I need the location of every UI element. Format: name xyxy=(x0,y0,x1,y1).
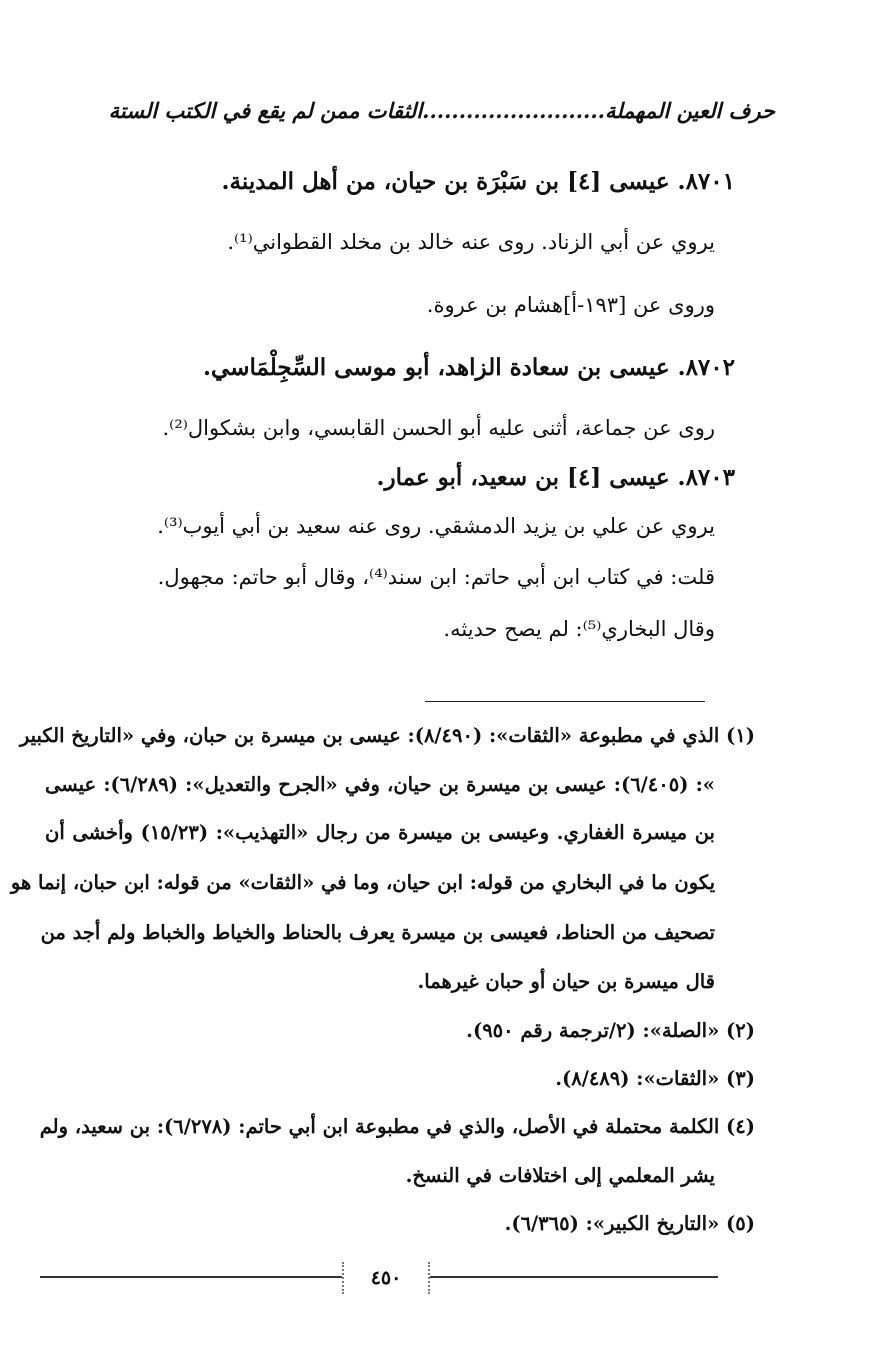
entry-line: روى عن جماعة، أثنى عليه أبو الحسن القابسي، وابن بشكوال⁽²⁾. xyxy=(162,416,715,440)
footnote-line: يشر المعلمي إلى اختلافات في النسخ. xyxy=(405,1164,715,1187)
entry-line: وروى عن [١٩٣-أ]هشام بن عروة. xyxy=(426,293,715,317)
entry-title: ٨٧٠٢. عيسى بن سعادة الزاهد، أبو موسى السِّجِلْمَاسي. xyxy=(203,354,735,381)
footnote-line: »: (٦/٤٠٥): عيسى بن ميسرة بن حيان، وفي «الجرح والتعديل»: (٦/٢٨٩): عيسى xyxy=(45,773,715,796)
footer-rule-left xyxy=(40,1276,345,1278)
page-number: ٤٥٠ xyxy=(342,1262,430,1294)
entry-line: يروي عن علي بن يزيد الدمشقي. روى عنه سعيد بن أبي أيوب⁽³⁾. xyxy=(157,514,715,538)
footnote-line: (١) الذي في مطبوعة «الثقات»: (٨/٤٩٠): عيسى بن ميسرة بن حبان، وفي «التاريخ الكبير xyxy=(19,724,755,747)
entry-line: قلت: في كتاب ابن أبي حاتم: ابن سند⁽⁴⁾، وقال أبو حاتم: مجهول. xyxy=(157,565,715,589)
footnote-separator xyxy=(425,701,705,702)
footnote-line: بن ميسرة الغفاري. وعيسى بن ميسرة من رجال «التهذيب»: (١٥/٢٣) وأخشى أن xyxy=(45,821,715,844)
running-header: حرف العين المهملة.........................الثقات ممن لم يقع في الكتب الستة xyxy=(108,98,775,123)
entry-title: ٨٧٠١. عيسى [٤] بن سَبْرَة بن حيان، من أهل المدينة. xyxy=(221,168,735,195)
footnote-line: (٤) الكلمة محتملة في الأصل، والذي في مطبوعة ابن أبي حاتم: (٦/٢٧٨): بن سعيد، ولم xyxy=(39,1115,755,1138)
footnote-line: (٥) «التاريخ الكبير»: (٦/٣٦٥). xyxy=(504,1212,755,1235)
footnote-line: (٣) «الثقات»: (٨/٤٨٩). xyxy=(555,1067,755,1090)
footnote-line: تصحيف من الحناط، فعيسى بن ميسرة يعرف بالحناط والخياط والخباط ولم أجد من xyxy=(40,921,715,944)
entry-title: ٨٧٠٣. عيسى [٤] بن سعيد، أبو عمار. xyxy=(376,464,735,491)
footnote-line: قال ميسرة بن حيان أو حبان غيرهما. xyxy=(417,970,715,993)
footnote-line: (٢) «الصلة»: (٢/ترجمة رقم ٩٥٠). xyxy=(466,1019,755,1042)
footer-rule-right xyxy=(424,1276,718,1278)
entry-line: وقال البخاري⁽⁵⁾: لم يصح حديثه. xyxy=(443,617,715,641)
footnote-line: يكون ما في البخاري من قوله: ابن حيان، وما في «الثقات» من قوله: ابن حبان، إنما هو xyxy=(10,871,715,894)
entry-line: يروي عن أبي الزناد. روى عنه خالد بن مخلد القطواني⁽¹⁾. xyxy=(227,230,715,254)
